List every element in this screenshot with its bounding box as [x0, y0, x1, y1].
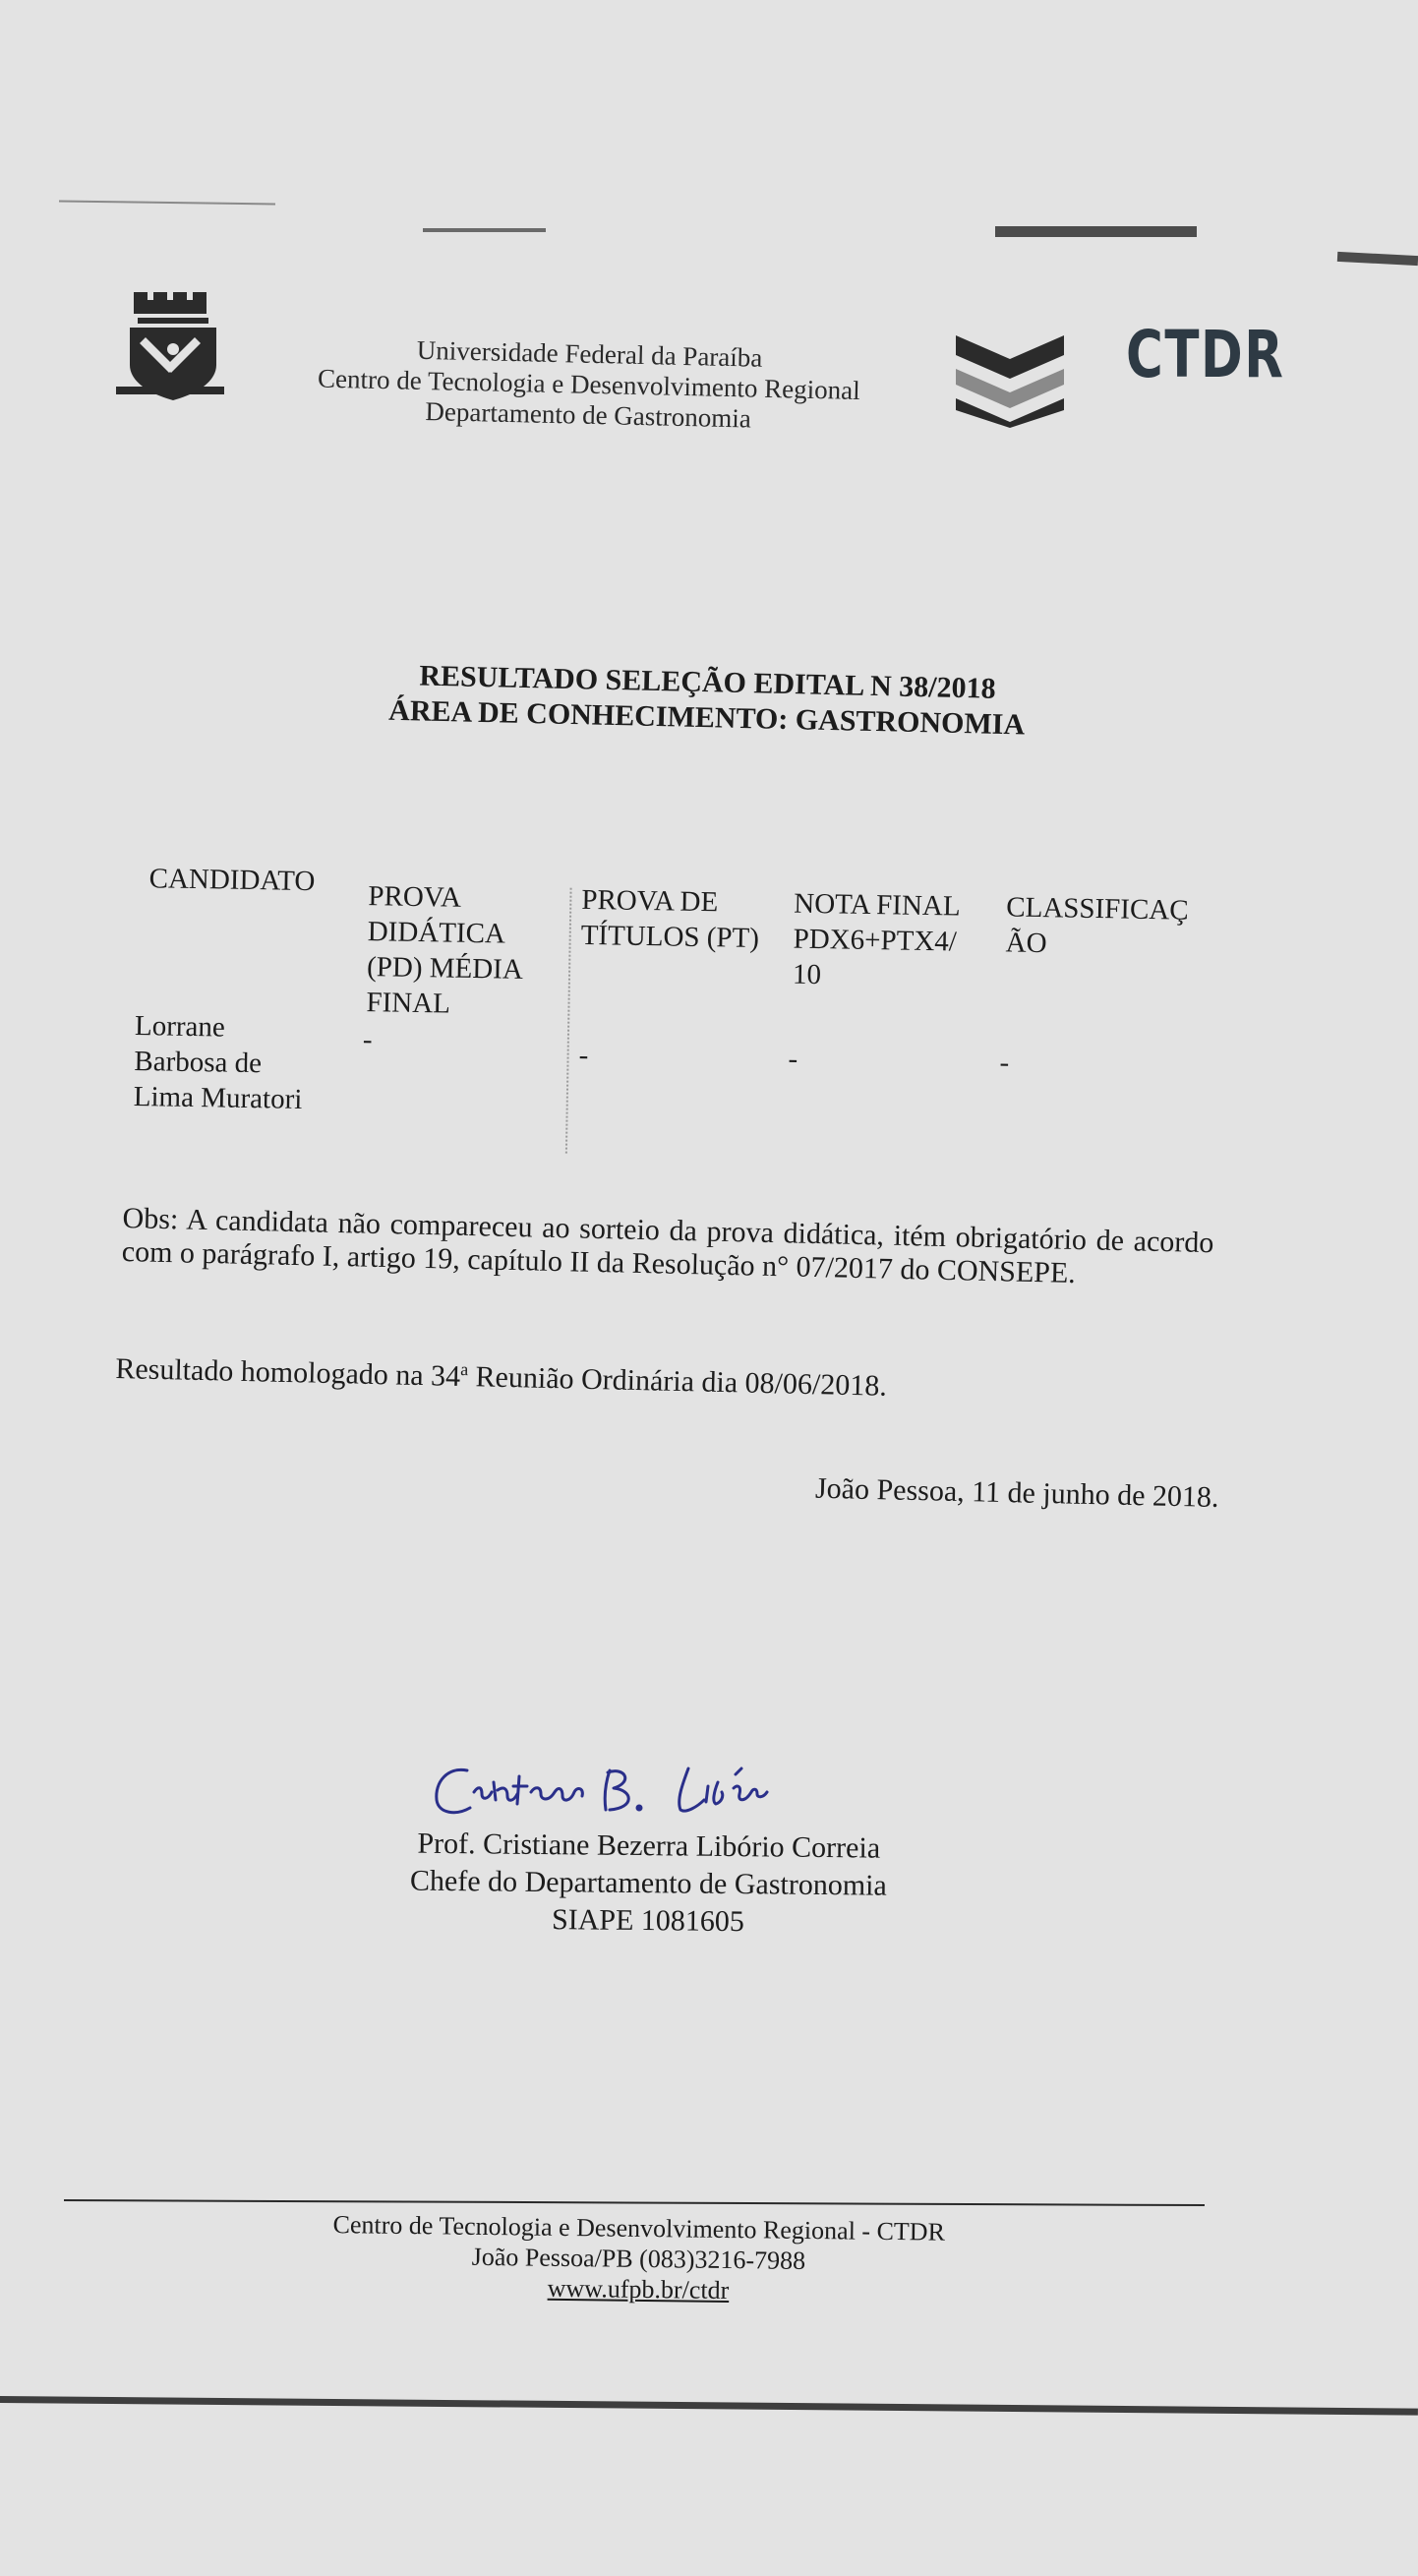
scan-artifact-top-mid [423, 228, 546, 232]
title-line-2: ÁREA DE CONHECIMENTO: GASTRONOMIA [387, 693, 1026, 742]
header-candidato: CANDIDATO [148, 863, 316, 898]
center-name: Centro de Tecnologia e Desenvolvimento Regional [317, 363, 861, 406]
scan-artifact-top-right [995, 226, 1197, 237]
cell-nota-final: - [788, 1043, 798, 1075]
document-title [352, 657, 1061, 744]
university-name: Universidade Federal da Paraíba [416, 334, 763, 373]
institution-header [293, 332, 885, 438]
footer-contact: João Pessoa/PB (083)3216-7988 [471, 2242, 806, 2275]
homologation-line: Resultado homologado na 34$^a$ Reunião Ordinária dia 08/06/2018. [115, 1351, 888, 1403]
header-prova-didatica: PROVA DIDÁTICA (PD) MÉDIA FINAL [366, 880, 524, 1020]
department-name: Departamento de Gastronomia [425, 396, 752, 434]
university-crest-logo [116, 280, 224, 408]
cell-prova-didatica: - [362, 1024, 373, 1056]
signatory-role: Chefe do Departamento de Gastronomia [409, 1864, 887, 1902]
scan-artifact-corner [1337, 252, 1418, 266]
scan-artifact-top-left [59, 200, 275, 205]
title-line-1: RESULTADO SELEÇÃO EDITAL N 38/2018 [419, 659, 996, 705]
cell-prova-titulos: - [578, 1039, 589, 1072]
ctdr-logo-text: CTDR [1126, 317, 1285, 392]
scan-artifact-bottom [0, 2396, 1418, 2416]
footer [245, 2208, 1033, 2309]
cell-candidato: Lorrane Barbosa de Lima Muratori [133, 1009, 303, 1115]
signatory-name: Prof. Cristiane Bezerra Libório Correia [417, 1827, 881, 1865]
results-table [133, 861, 1219, 1115]
footer-center-name: Centro de Tecnologia e Desenvolvimento Regional - CTDR [332, 2210, 946, 2247]
place-and-date: João Pessoa, 11 de junho de 2018. [814, 1471, 1219, 1514]
signatory-siape: SIAPE 1081605 [551, 1903, 745, 1939]
ctdr-chevron-logo [956, 329, 1064, 428]
observation-paragraph: Obs: A candidata não compareceu ao sorteio da prova didática, itém obrigatório de acordo com o parágrafo I, artigo 19, capítulo II da Resolução n° 07/2017 do CONSEPE. [121, 1202, 1214, 1289]
column-divider [565, 888, 572, 1154]
cell-classificacao: - [999, 1047, 1010, 1079]
header-nota-final: NOTA FINAL PDX6+PTX4/ 10 [792, 887, 961, 991]
header-prova-titulos: PROVA DE TÍTULOS (PT) [580, 883, 760, 955]
header-classificacao: CLASSIFICAÇ ÃO [1005, 891, 1189, 960]
footer-divider [64, 2199, 1205, 2206]
footer-website-link[interactable]: www.ufpb.br/ctdr [547, 2273, 730, 2306]
signatory-block [353, 1825, 944, 1943]
